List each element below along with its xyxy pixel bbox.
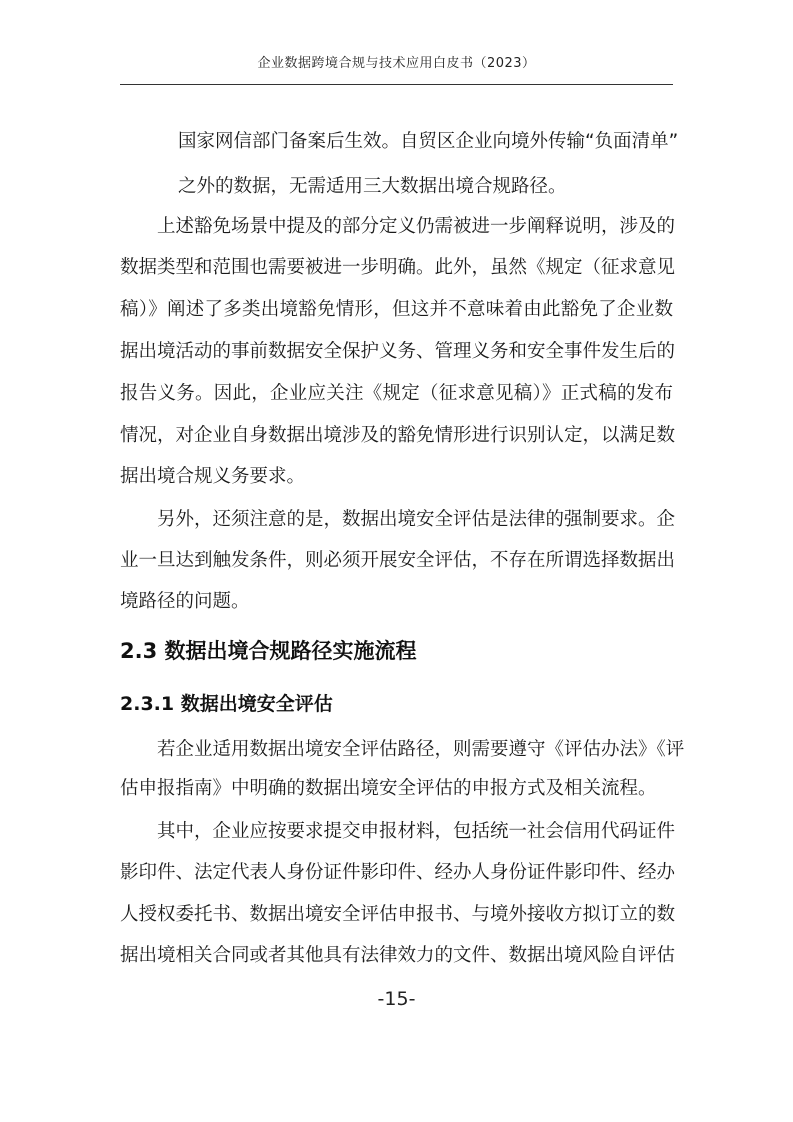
paragraph-line: 估申报指南》中明确的数据出境安全评估的申报方式及相关流程。 xyxy=(120,778,657,799)
paragraph-line: 另外，还须注意的是，数据出境安全评估是法律的强制要求。企 xyxy=(157,509,676,530)
paragraph-line: 数据类型和范围也需要被进一步明确。此外，虽然《规定（征求意见 xyxy=(120,257,676,278)
paragraph-line: 据出境相关合同或者其他具有法律效力的文件、数据出境风险自评估 xyxy=(120,945,676,966)
paragraph-line: 报告义务。因此，企业应关注《规定（征求意见稿）》正式稿的发布 xyxy=(120,383,673,404)
header-title: 企业数据跨境合规与技术应用白皮书（2023） xyxy=(257,56,536,71)
paragraph-line: 若企业适用数据出境安全评估路径，则需要遵守《评估办法》《评 xyxy=(157,739,685,760)
section-heading: 2.3 数据出境合规路径实施流程 xyxy=(120,639,417,663)
paragraph-line: 人授权委托书、数据出境安全评估申报书、与境外接收方拟订立的数 xyxy=(120,904,676,925)
paragraph-line: 影印件、法定代表人身份证件影印件、经办人身份证件影印件、经办 xyxy=(120,862,676,883)
header-divider xyxy=(120,84,673,85)
paragraph-line: 据出境活动的事前数据安全保护义务、管理义务和安全事件发生后的 xyxy=(120,341,676,362)
paragraph-line: 国家网信部门备案后生效。自贸区企业向境外传输“负面清单” xyxy=(178,131,679,152)
paragraph-line: 其中，企业应按要求提交申报材料，包括统一社会信用代码证件 xyxy=(157,821,676,842)
page-number: -15- xyxy=(377,988,416,1010)
paragraph-line: 稿）》阐述了多类出境豁免情形，但这并不意味着由此豁免了企业数 xyxy=(120,299,673,320)
subsection-heading: 2.3.1 数据出境安全评估 xyxy=(120,693,333,715)
paragraph-line: 业一旦达到触发条件，则必须开展安全评估，不存在所谓选择数据出 xyxy=(120,550,676,571)
paragraph-line: 上述豁免场景中提及的部分定义仍需被进一步阐释说明，涉及的 xyxy=(157,216,676,237)
paragraph-line: 情况，对企业自身数据出境涉及的豁免情形进行识别认定，以满足数 xyxy=(120,425,676,446)
paragraph-line: 据出境合规义务要求。 xyxy=(120,466,306,487)
paragraph-line: 境路径的问题。 xyxy=(120,591,250,612)
paragraph-line: 之外的数据，无需适用三大数据出境合规路径。 xyxy=(178,176,567,197)
